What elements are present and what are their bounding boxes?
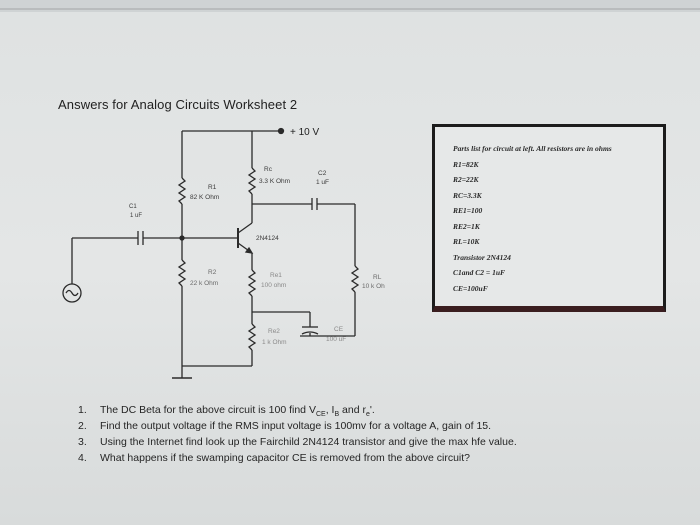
re2-resistor xyxy=(249,324,255,350)
rc-value: 3.3 K Ohm xyxy=(259,178,291,185)
subscript: e xyxy=(365,411,370,419)
re1-value: 100 ohm xyxy=(261,282,287,289)
question-number: 3. xyxy=(78,436,87,448)
parts-list-item: RE2=1K xyxy=(453,221,480,231)
question-text: The DC Beta for the above circuit is 100 find V xyxy=(100,404,316,416)
question-item xyxy=(78,402,678,418)
parts-list-heading: Parts list for circuit at left. All resistors are in ohms xyxy=(453,144,612,153)
rc-resistor xyxy=(249,168,255,194)
question-text: and r xyxy=(339,404,366,416)
question-text: '. xyxy=(369,404,375,416)
parts-list-box xyxy=(432,124,666,312)
c2-value: 1 uF xyxy=(316,179,330,186)
subscript: B xyxy=(334,411,340,419)
parts-list-item: RC=3.3K xyxy=(453,190,482,200)
question-text: Find the output voltage if the RMS input voltage is 100mv for a voltage A, gain of 15. xyxy=(100,420,492,432)
ac-source-wave xyxy=(66,291,78,296)
parts-list-item: RL=10K xyxy=(453,237,480,246)
question-text: What happens if the swamping capacitor CE is removed from the above circuit? xyxy=(100,452,471,464)
re1-resistor xyxy=(249,270,255,296)
rl-resistor xyxy=(352,266,358,292)
question-number: 2. xyxy=(78,420,87,432)
question-number: 1. xyxy=(78,404,87,416)
r2-value: 22 k Ohm xyxy=(190,280,219,287)
c2-ref: C2 xyxy=(318,170,327,177)
ce-ref: CE xyxy=(334,326,344,333)
r1-resistor xyxy=(179,178,185,204)
re1-ref: Re1 xyxy=(270,272,282,279)
r2-ref: R2 xyxy=(208,269,217,276)
question-item xyxy=(78,418,678,434)
re2-ref: Re2 xyxy=(268,328,280,335)
subscript: CE xyxy=(315,411,326,419)
question-text: , I xyxy=(325,404,335,416)
parts-list-item: CE=100uF xyxy=(453,283,488,293)
question-list xyxy=(78,402,678,466)
parts-list-item: C1and C2 = 1uF xyxy=(453,268,505,277)
parts-list-item: RE1=100 xyxy=(453,206,483,215)
re2-value: 1 k Ohm xyxy=(262,339,287,346)
c1-ref: C1 xyxy=(129,204,137,210)
c1-value: 1 uF xyxy=(130,213,143,219)
question-item xyxy=(78,450,678,466)
worksheet-title: Answers for Analog Circuits Worksheet 2 xyxy=(58,97,298,112)
q1-collector-lead xyxy=(238,223,252,233)
r2-resistor xyxy=(179,260,185,286)
supply-label: + 10 V xyxy=(290,127,320,138)
question-number: 4. xyxy=(78,452,87,464)
ce-value: 100 uF xyxy=(326,336,347,343)
parts-list-item: R2=22K xyxy=(453,175,479,184)
question-item xyxy=(78,434,678,450)
rl-ref: RL xyxy=(373,274,382,281)
rc-ref: Rc xyxy=(264,166,272,173)
question-text: Using the Internet find look up the Fairchild 2N4124 transistor and give the max hfe value. xyxy=(100,436,517,448)
r1-ref: R1 xyxy=(208,184,217,191)
parts-list-item: Transistor 2N4124 xyxy=(453,252,511,262)
rl-value: 10 k Oh xyxy=(362,283,385,290)
parts-list-item: R1=82K xyxy=(453,159,479,169)
r1-value: 82 K Ohm xyxy=(190,194,220,201)
q1-label: 2N4124 xyxy=(256,235,279,242)
supply-node xyxy=(279,129,284,134)
